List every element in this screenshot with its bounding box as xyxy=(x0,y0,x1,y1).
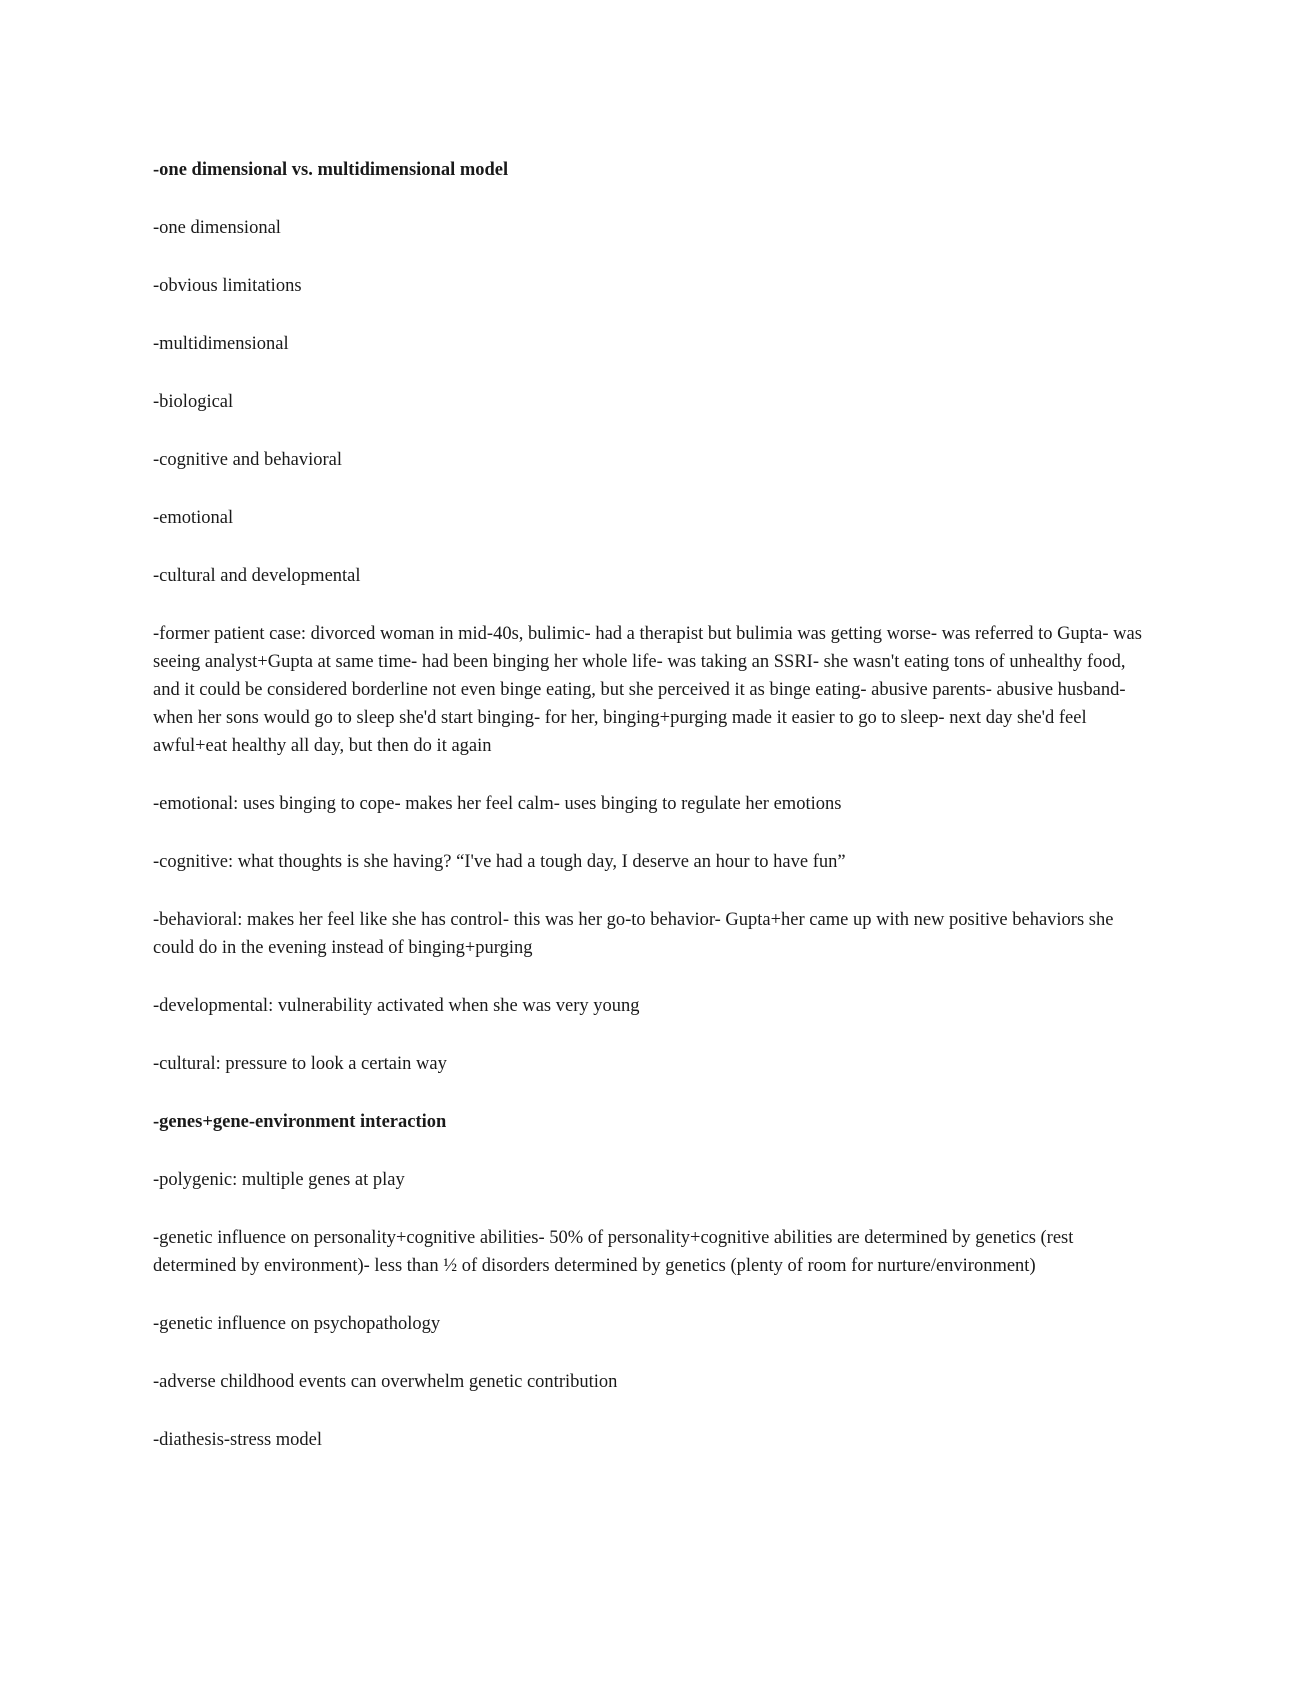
note-genetic-influence-psychopathology: -genetic influence on psychopathology xyxy=(153,1314,441,1334)
note-case-cultural: -cultural: pressure to look a certain way xyxy=(153,1054,447,1074)
note-case-behavioral: -behavioral: makes her feel like she has control- this was her go-to behavior- Gupta+her came up with new positive behaviors she could do in the evening instead of binging+purging xyxy=(153,910,1114,958)
note-case-emotional: -emotional: uses binging to cope- makes her feel calm- uses binging to regulate her emotions xyxy=(153,794,842,814)
note-case-developmental: -developmental: vulnerability activated when she was very young xyxy=(153,996,640,1016)
note-obvious-limitations: -obvious limitations xyxy=(153,276,302,296)
note-multidimensional: -multidimensional xyxy=(153,334,289,354)
note-biological: -biological xyxy=(153,392,234,412)
note-case-cognitive: -cognitive: what thoughts is she having? “I've had a tough day, I deserve an hour to have fun” xyxy=(153,852,846,872)
note-emotional: -emotional xyxy=(153,508,234,528)
note-patient-case: -former patient case: divorced woman in mid-40s, bulimic- had a therapist but bulimia was getting worse- was referred to Gupta- was seeing analyst+Gupta at same time- had been binging her whole life- was taking an SSRI- she wasn't eating tons of unhealthy food, and it could be considered borderline not even binge eating, but she perceived it as binge eating- abusive parents- abusive husband- when her sons would go to sleep she'd start binging- for her, binging+purging made it easier to go to sleep- next day she'd feel awful+eat healthy all day, but then do it again xyxy=(153,624,1142,756)
note-polygenic: -polygenic: multiple genes at play xyxy=(153,1170,405,1190)
heading-genes: -genes+gene-environment interaction xyxy=(153,1112,447,1132)
note-genetic-influence-personality: -genetic influence on personality+cognitive abilities- 50% of personality+cognitive abilities are determined by genetics (rest determined by environment)- less than ½ of disorders determined by genetics (plenty of room for nurture/environment) xyxy=(153,1228,1074,1276)
document-body xyxy=(153,156,1148,1484)
note-cultural-developmental: -cultural and developmental xyxy=(153,566,361,586)
note-adverse-childhood-events: -adverse childhood events can overwhelm genetic contribution xyxy=(153,1372,618,1392)
note-cognitive-behavioral: -cognitive and behavioral xyxy=(153,450,343,470)
note-diathesis-stress: -diathesis-stress model xyxy=(153,1430,323,1450)
note-one-dimensional: -one dimensional xyxy=(153,218,281,238)
heading-models: -one dimensional vs. multidimensional model xyxy=(153,160,509,180)
